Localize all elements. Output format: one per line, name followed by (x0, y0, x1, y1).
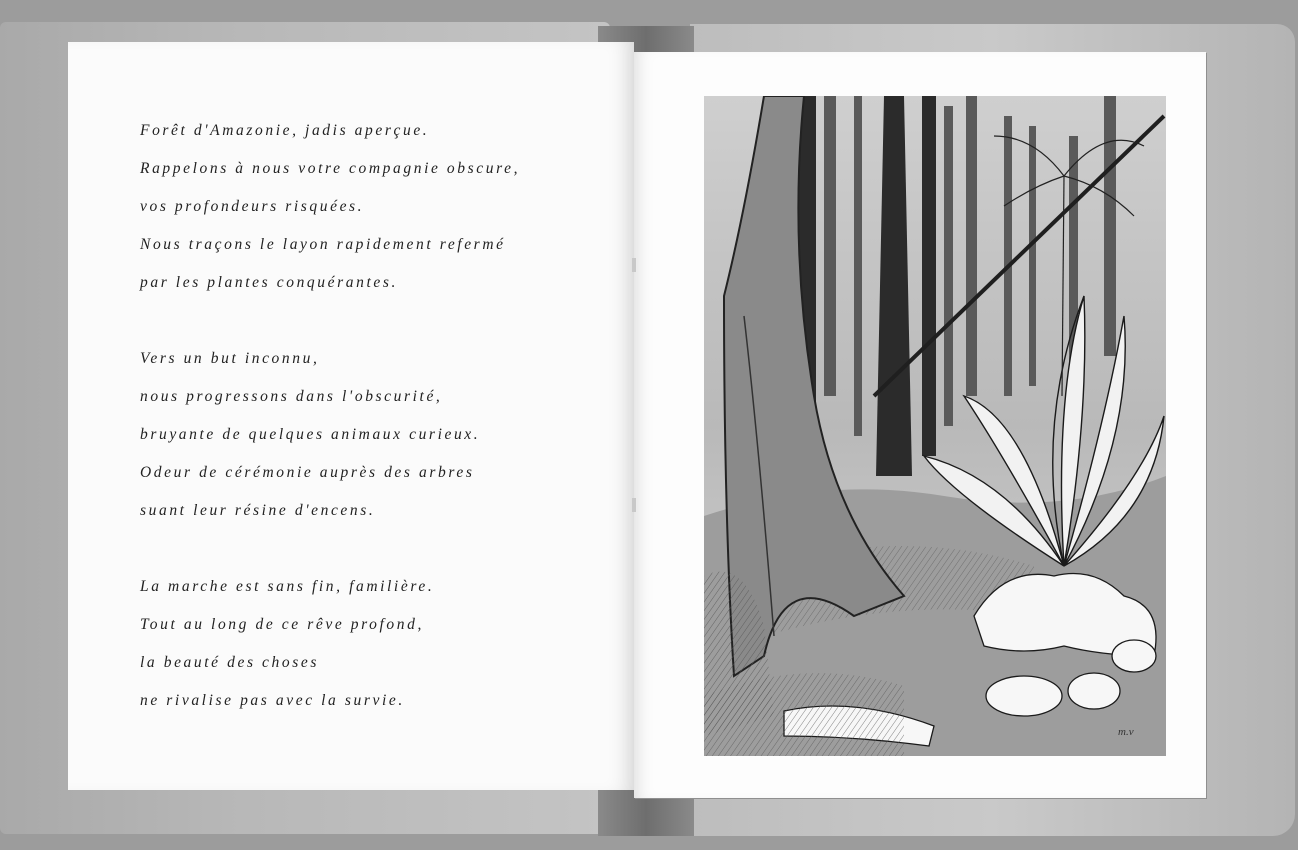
poem-line: vos profondeurs risquées. (140, 198, 365, 215)
poem-line: Odeur de cérémonie auprès des arbres (140, 464, 475, 481)
binding-stitch (632, 498, 636, 512)
poem-line: La marche est sans fin, familière. (140, 578, 435, 595)
poem-line: Forêt d'Amazonie, jadis aperçue. (140, 122, 430, 139)
poem-line: Rappelons à nous votre compagnie obscure, (140, 160, 521, 177)
forest-illustration (704, 96, 1166, 756)
poem-line: par les plantes conquérantes. (140, 274, 398, 291)
poem-line: ne rivalise pas avec la survie. (140, 692, 405, 709)
poem-line: Nous traçons le layon rapidement refermé (140, 236, 506, 253)
poem-line: nous progressons dans l'obscurité, (140, 388, 443, 405)
poem-line: la beauté des choses (140, 654, 319, 671)
poem-stanza-2 (140, 340, 610, 530)
poem-stanza-1 (140, 112, 610, 302)
poem-line: Tout au long de ce rêve profond, (140, 616, 424, 633)
poem-line: bruyante de quelques animaux curieux. (140, 426, 481, 443)
poem-text (140, 112, 610, 758)
forest-drawing (704, 96, 1166, 756)
poem-line: suant leur résine d'encens. (140, 502, 376, 519)
artist-signature: m.v (1118, 726, 1134, 738)
poem-line: Vers un but inconnu, (140, 350, 320, 367)
poem-stanza-3 (140, 568, 610, 720)
binding-stitch (632, 258, 636, 272)
